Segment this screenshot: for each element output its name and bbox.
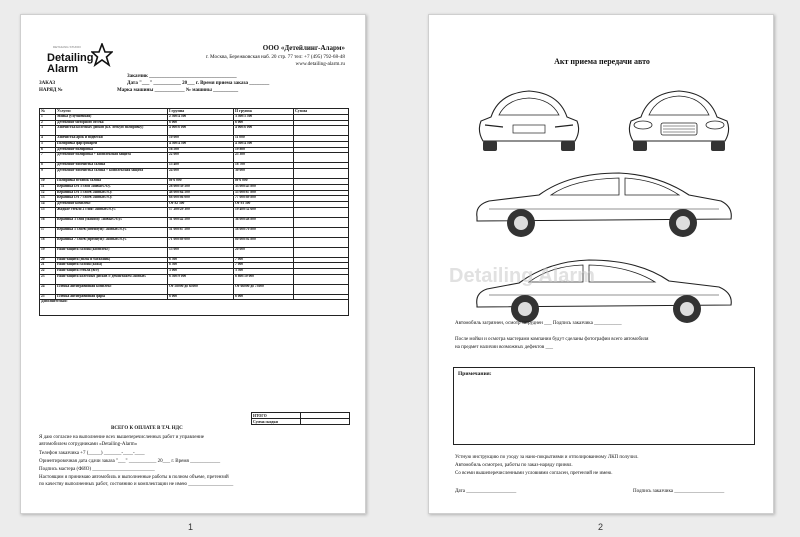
total-pay-label: ВСЕГО К ОПЛАТЕ В Т.Ч. НДС bbox=[111, 426, 183, 431]
service-name: Полировка вставок салона bbox=[56, 179, 168, 185]
service-name: Керамика 5 слоев (оптимум): «новые»/б.у» bbox=[56, 227, 168, 237]
delivery-line: Ориентировочная дата сдачи заказа "___" ___________ 20___ г. Время ____________ bbox=[39, 459, 221, 464]
page-1 bbox=[20, 14, 366, 514]
price-group-1: 6 500 bbox=[168, 263, 234, 269]
services-table-body bbox=[40, 115, 349, 316]
price-group-1: От 82 500 bbox=[168, 201, 234, 207]
watermark: Detailing Alarm bbox=[449, 265, 595, 287]
logo-line-1: Detailing bbox=[47, 52, 94, 64]
date-line: Дата "___" ___________ 20___ г. Время приема заказа ________ bbox=[127, 81, 270, 86]
price-group-1: 3 000 bbox=[168, 268, 234, 274]
row-number: 12 bbox=[40, 190, 56, 196]
service-name: Мойка (улучшенная) bbox=[56, 115, 168, 121]
service-name: Детейлинг моторного отсека bbox=[56, 120, 168, 126]
service-name: Керамика 7 слоев (премиум): «новые»/б.у» bbox=[56, 237, 168, 247]
row-sum bbox=[294, 237, 349, 247]
row-sum bbox=[294, 217, 349, 227]
consent-line-2: автомобилем сотрудниками «Detailing-Alarm» bbox=[39, 442, 138, 447]
row-number: 13 bbox=[40, 196, 56, 202]
price-group-1: 6 000 bbox=[168, 294, 234, 300]
table-row bbox=[40, 207, 349, 217]
row-number: 23 bbox=[40, 274, 56, 284]
price-group-2: 6 000 bbox=[234, 294, 294, 300]
price-group-1: 4 500/4 500 bbox=[168, 142, 234, 148]
price-group-2: 19 800 bbox=[234, 147, 294, 153]
service-name: Керамика DA 7 слоев «новые»/б.у. bbox=[56, 196, 168, 202]
customer-line: Заказчик ___________________________________ bbox=[127, 74, 237, 79]
price-group-2: 25 300 bbox=[234, 153, 294, 163]
price-group-1: 31 000/42 500 bbox=[168, 217, 234, 227]
master-signature-line: Подпись мастера (ФИО) _________________________ bbox=[39, 467, 155, 472]
price-group-2: 6 000 bbox=[234, 120, 294, 126]
service-name: Нано-защита (полы и багажник) bbox=[56, 257, 168, 263]
customer-signature-line: Подпись заказчика ____________________ bbox=[633, 489, 725, 494]
price-group-2: 11 000 bbox=[234, 136, 294, 142]
service-name: Нано-защита салона (кожа) bbox=[56, 263, 168, 269]
service-name: Детейлинг комплекс bbox=[56, 201, 168, 207]
row-number: 7 bbox=[40, 153, 56, 163]
price-group-2: 58 000/70 800 bbox=[234, 227, 294, 237]
act-title: Акт приема передачи авто bbox=[554, 57, 650, 66]
order-label: ЗАКАЗ bbox=[39, 81, 56, 86]
table-row bbox=[40, 227, 349, 237]
service-name: Полировка фар/фонарей bbox=[56, 142, 168, 148]
price-group-2: 80 000/92 800 bbox=[234, 237, 294, 247]
service-name: Нано-защита стекла (все) bbox=[56, 268, 168, 274]
price-group-2: От 93 500 bbox=[234, 201, 294, 207]
company-name: ООО «Детейлинг-Аларм» bbox=[262, 44, 345, 52]
logo-line-2: Alarm bbox=[47, 63, 79, 75]
row-sum bbox=[294, 169, 349, 179]
service-name: Нано-защита колесных дисков /с демонтажем «новые» bbox=[56, 274, 168, 284]
row-number: 21 bbox=[40, 263, 56, 269]
service-name: Детейлинг-полировка bbox=[56, 147, 168, 153]
total-label: ИТОГО bbox=[252, 413, 301, 419]
price-group-2: 30 000 bbox=[234, 169, 294, 179]
price-group-1: 28 000/39 500 bbox=[168, 184, 234, 190]
price-group-1: 16 500 bbox=[168, 147, 234, 153]
row-number: 20 bbox=[40, 257, 56, 263]
table-row bbox=[40, 284, 349, 294]
car-front-view-drawing bbox=[619, 85, 739, 155]
service-name: Детейлинг-химчистка салона bbox=[56, 163, 168, 169]
phone-line: Телефон заказчика +7 (_____) _______-____-____ bbox=[39, 451, 145, 456]
price-group-2: 19 400/32 600 bbox=[234, 207, 294, 217]
photo-line-1: После мойки и осмотра мастерами компании будут сделаны фотографии всего автомобиля bbox=[455, 337, 649, 342]
price-group-2: 4 500/4 500 bbox=[234, 142, 294, 148]
row-number: 16 bbox=[40, 217, 56, 227]
service-name: Пленка антигравийная фары bbox=[56, 294, 168, 300]
row-number: 24 bbox=[40, 284, 56, 294]
row-number: 14 bbox=[40, 201, 56, 207]
service-name: Жидкое стекло 2 слоя: «новые»/б.у» bbox=[56, 207, 168, 217]
table-row bbox=[40, 169, 349, 179]
company-logo bbox=[47, 43, 117, 83]
row-number: 9 bbox=[40, 169, 56, 179]
row-number: 1 bbox=[40, 115, 56, 121]
order-number: НАРЯД № bbox=[39, 88, 63, 93]
price-group-2: 55 000/67 800 bbox=[234, 190, 294, 196]
row-sum bbox=[294, 247, 349, 257]
price-group-1: 71 000/89 000 bbox=[168, 237, 234, 247]
row-number: 25 bbox=[40, 294, 56, 300]
table-row bbox=[40, 153, 349, 163]
col-header-group-1: I группа bbox=[168, 109, 234, 115]
row-number: 15 bbox=[40, 207, 56, 217]
row-sum bbox=[294, 274, 349, 284]
page-number-1: 1 bbox=[188, 522, 194, 532]
row-sum bbox=[294, 126, 349, 136]
service-name: Химчистка колесных дисков (кл. легкую полировку) bbox=[56, 126, 168, 136]
agreed-line: Со всеми вышеперечисленными условиями согласен, претензий не имею. bbox=[455, 471, 613, 476]
price-group-2: 4 000/6 000 bbox=[234, 126, 294, 136]
accept-line-2: по качеству выполненных работ, состоянию и комплектации не имею __________________ bbox=[39, 482, 234, 487]
price-group-1: 4 000/6 000 bbox=[168, 126, 234, 136]
row-sum bbox=[294, 284, 349, 294]
row-number: 8 bbox=[40, 163, 56, 169]
row-sum bbox=[294, 227, 349, 237]
col-header-group-2: II группа bbox=[234, 109, 294, 115]
page-2 bbox=[428, 14, 774, 514]
price-group-1: 51 000/67 500 bbox=[168, 227, 234, 237]
table-row bbox=[40, 247, 349, 257]
row-number: 4 bbox=[40, 136, 56, 142]
price-group-1: 15 400 bbox=[168, 163, 234, 169]
service-name: Пленка антигравийная комплекс bbox=[56, 284, 168, 294]
row-sum bbox=[294, 207, 349, 217]
price-group-1: 24 000 bbox=[168, 169, 234, 179]
price-group-1: От 58000 до 65000 bbox=[168, 284, 234, 294]
table-row bbox=[40, 126, 349, 136]
services-table bbox=[39, 108, 349, 316]
price-group-2: 3 500 bbox=[234, 268, 294, 274]
row-number: 5 bbox=[40, 142, 56, 148]
page-number-2: 2 bbox=[598, 522, 604, 532]
row-number: 6 bbox=[40, 147, 56, 153]
price-group-1: 48 000/64 500 bbox=[168, 190, 234, 196]
row-number: 11 bbox=[40, 184, 56, 190]
price-group-1: 68 000/86 000 bbox=[168, 196, 234, 202]
price-group-2: от 6 000 bbox=[234, 179, 294, 185]
row-number: 17 bbox=[40, 227, 56, 237]
star-icon bbox=[91, 43, 113, 67]
company-address: г. Москва, Бережковская наб. 20 стр. 77 тел: +7 (495) 792-68-48 bbox=[205, 54, 345, 60]
price-group-1: 2 500/4 500 bbox=[168, 115, 234, 121]
price-group-2: От 66000 до 73000 bbox=[234, 284, 294, 294]
price-group-2: 36 000/48 800 bbox=[234, 217, 294, 227]
price-group-1: от 6 000 bbox=[168, 179, 234, 185]
service-name: Керамика DA 3 слоя «новые»/б.у. bbox=[56, 184, 168, 190]
consent-line-1: Я даю согласие на выполнение всех вышеперечисленных работ и управление bbox=[39, 435, 205, 440]
price-group-1: 6 500 bbox=[168, 257, 234, 263]
photo-line-2: на предмет наличии возможных дефектов ___ bbox=[455, 345, 553, 350]
service-name: Керамика DA 5 слоев «новые»/б.у. bbox=[56, 190, 168, 196]
car-right-side-drawing bbox=[469, 251, 739, 331]
date-signature-line: Дата ____________________ bbox=[455, 489, 517, 494]
notes-box bbox=[453, 367, 755, 445]
col-header-number: № bbox=[40, 109, 56, 115]
row-sum bbox=[294, 153, 349, 163]
row-number: 3 bbox=[40, 126, 56, 136]
dirty-car-line: Автомобиль загрязнен, осмотр затруднен ___ Подпись заказчика ___________ bbox=[455, 321, 622, 326]
price-group-2: 7 000 bbox=[234, 257, 294, 263]
price-group-2: 6 800/10 000 bbox=[234, 274, 294, 284]
logo-tagline: DETAILING STUDIO bbox=[53, 45, 81, 49]
row-number: 2 bbox=[40, 120, 56, 126]
price-group-1: 22 000 bbox=[168, 153, 234, 163]
price-group-2: 33 000/45 800 bbox=[234, 184, 294, 190]
service-name: Нано-защита салона (комплекс) bbox=[56, 247, 168, 257]
row-number: 10 bbox=[40, 179, 56, 185]
price-group-1: 17 200/29 300 bbox=[168, 207, 234, 217]
totals-table bbox=[251, 412, 350, 425]
table-row bbox=[40, 274, 349, 284]
col-header-service: Услуги: bbox=[56, 109, 168, 115]
price-group-1: 10 000 bbox=[168, 136, 234, 142]
price-group-2: 20 000 bbox=[234, 247, 294, 257]
price-group-2: 18 700 bbox=[234, 163, 294, 169]
service-name: Детейлинг-химчистка салона + комплексная защита bbox=[56, 169, 168, 179]
service-name: Детейлинг-полировка + комплексная защита bbox=[56, 153, 168, 163]
car-rear-view-drawing bbox=[469, 85, 589, 155]
table-row bbox=[40, 237, 349, 247]
logo-text bbox=[47, 53, 93, 75]
discount-label: Сумма скидки bbox=[252, 419, 301, 425]
car-left-side-drawing bbox=[469, 165, 739, 245]
col-header-sum: Сумма bbox=[294, 109, 349, 115]
discount-value bbox=[301, 419, 350, 425]
row-number: 18 bbox=[40, 237, 56, 247]
additional-row bbox=[40, 300, 349, 316]
price-group-2: 3 500/5 500 bbox=[234, 115, 294, 121]
price-group-1: 15 000 bbox=[168, 247, 234, 257]
service-name: Керамика 3 слоя (эконом): «новые»/б.у» bbox=[56, 217, 168, 227]
accept-line-1: Настоящим я принимаю автомобиль и выполненные работы в полном объеме, претензий bbox=[39, 475, 229, 480]
instruction-line: Устную инструкцию по уходу за нано-покрытиями и отполированному ЛКП получил. bbox=[455, 455, 639, 460]
service-name: Химчистка арок и подвески bbox=[56, 136, 168, 142]
company-website: www.detailing-alarm.ru bbox=[295, 61, 345, 67]
car-brand-line: Марка машины ____________ № машины __________ bbox=[117, 88, 239, 93]
inspected-line: Автомобиль осмотрел, работы по заказ-наряду принял. bbox=[455, 463, 573, 468]
notes-label: Примечания: bbox=[458, 371, 492, 377]
price-group-2: 77 000/89 800 bbox=[234, 196, 294, 202]
row-number: 22 bbox=[40, 268, 56, 274]
table-row bbox=[40, 217, 349, 227]
price-group-2: 7 000 bbox=[234, 263, 294, 269]
price-group-1: 6 500/9 000 bbox=[168, 274, 234, 284]
row-number: 19 bbox=[40, 247, 56, 257]
price-group-1: 6 000 bbox=[168, 120, 234, 126]
additional-label: Дополнительно: bbox=[40, 300, 349, 316]
